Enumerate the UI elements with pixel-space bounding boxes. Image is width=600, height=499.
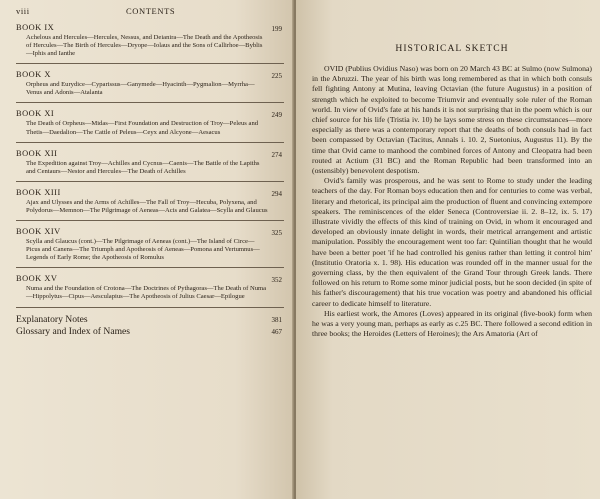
book-entry bbox=[16, 149, 284, 182]
book-summary: The Expedition against Troy—Achilles and Cycnus—Caenis—The Battle of the Lapiths and Centaurs—Nestor and Hercules—The Death of Achilles bbox=[26, 159, 260, 175]
body-paragraph: His earliest work, the Amores (Loves) appeared in its original (five-book) form when he was a very young man, perhaps as early as c.25 BC. There followed a second edition in three books; the Heroides (Letters of Heroines); the Ars Amatoria (Art of bbox=[312, 308, 592, 339]
page-number: 325 bbox=[271, 229, 282, 238]
book-title: BOOK XIII bbox=[16, 187, 61, 197]
divider bbox=[16, 220, 284, 221]
book-entry bbox=[16, 23, 284, 64]
page-folio: viii bbox=[16, 6, 30, 16]
page-number: 225 bbox=[271, 72, 282, 81]
divider bbox=[16, 181, 284, 182]
divider bbox=[16, 102, 284, 103]
page-number: 249 bbox=[271, 111, 282, 120]
book-summary: Scylla and Glaucus (cont.)—The Pilgrimage of Aeneas (cont.)—The Island of Circe—Picus and Canens—The Triumph and Apotheosis of Aeneas—Pomona and Vertumnus—Legends of Early Rome; the Apotheosis of Romulus bbox=[26, 238, 260, 262]
left-page bbox=[0, 0, 294, 499]
page-number: 381 bbox=[271, 315, 282, 324]
book-title: BOOK IX bbox=[16, 23, 55, 32]
book-entry bbox=[16, 274, 284, 307]
book-summary: Ajax and Ulysses and the Arms of Achilles—The Fall of Troy—Hecuba, Polyxena, and Polydorus—Memnon—The Pilgrimage of Aeneas—Acis and Galatea—Scylla and Glaucus bbox=[26, 198, 268, 214]
body-paragraph: Ovid's family was prosperous, and he was sent to Rome to study under the leading teachers of the day. For Roman boys education then and for centuries to come was verbal, literary and rhetorical, its principal aim the production of fluent and convincing extempore speakers. The reminiscences of the elder Seneca (Controversiae ii. 2. 8–12, ix. 5. 17) illustrate vividly the effects of this kind of training on Ovid, in whom it encouraged and developed an obviously innate delight in words, their metrical arrangement and artistic manipulation. Possibly the encouragement went too far: Quintilian thought that he would have been a better poet 'if he had controlled his genius rather than letting it control him' (Institutio Oratoria x. 1. 98). His education was rounded off in the manner usual for the governing class, by the then equivalent of the Grand Tour through Greek lands. There followed on his return to Rome some minor judicial posts, but he soon decided (in spite of his father's discouragement) that his true vocation was poetry and abandoned his official career to dedicate himself to literature. bbox=[312, 176, 592, 308]
book-entry bbox=[16, 70, 284, 103]
divider bbox=[16, 307, 284, 308]
body-paragraph: OVID (Publius Ovidius Naso) was born on 20 March 43 BC at Sulmo (now Sulmona) in the Abruzzi. The year of his birth was long remembered as that in which both consuls fell fighting Antony at Mutina, leaving Octavian (the future Augustus) in a position of strength which he exploited to become Triumvir and eventually sole ruler of the Roman world. In view of Ovid's fate at his hands it is not surprising that in the poem which is our chief source for his life (Tristia iv. 10) he lays some stress on these circumstances—more especially as there was a contemporary report that the deaths of both consuls had in fact been compassed by Octavian (Tacitus, Annals i. 10. 2, Suetonius, Augustus 11). By the time that Ovid came to manhood the combined forces of Antony and Cleopatra had been routed at Actium (31 BC) and the Roman Republic had been transformed into an (ostensibly) benevolent despotism. bbox=[312, 64, 592, 176]
page-number: 352 bbox=[271, 276, 282, 285]
running-head bbox=[16, 6, 284, 17]
book-entry bbox=[16, 227, 284, 268]
contents-heading: CONTENTS bbox=[126, 6, 176, 16]
divider bbox=[16, 63, 284, 64]
divider bbox=[16, 142, 284, 143]
book-title: BOOK XII bbox=[16, 148, 58, 158]
divider bbox=[16, 267, 284, 268]
right-page bbox=[296, 0, 600, 499]
back-matter-item bbox=[16, 326, 284, 338]
book-title: BOOK XV bbox=[16, 274, 58, 284]
page-number: 199 bbox=[271, 25, 282, 33]
back-matter-item bbox=[16, 314, 284, 326]
book-entry bbox=[16, 188, 284, 221]
back-matter-label: Explanatory Notes bbox=[16, 313, 88, 325]
section-heading: HISTORICAL SKETCH bbox=[395, 43, 509, 54]
book-summary: Numa and the Foundation of Crotona—The Doctrines of Pythagoras—The Death of Numa—Hippolytus—Cipus—Aesculapius—The Apotheosis of Julius Caesar—Epilogue bbox=[26, 285, 267, 301]
book-summary: Achelous and Hercules—Hercules, Nessus, and Deianira—The Death and the Apotheosis of Hercules—The Birth of Hercules—Dryope—Iolaus and the Sons of Callirhoe—Byblis—Iphis and Ianthe bbox=[26, 34, 263, 58]
back-matter bbox=[16, 314, 284, 338]
back-matter-label: Glossary and Index of Names bbox=[16, 325, 131, 337]
book-title: BOOK X bbox=[16, 70, 51, 80]
book-entry bbox=[16, 109, 284, 142]
page-number: 467 bbox=[271, 327, 282, 336]
book-title: BOOK XI bbox=[16, 109, 55, 119]
page-number: 294 bbox=[271, 189, 282, 198]
book-summary: The Death of Orpheus—Midas—First Foundation and Destruction of Troy—Peleus and Thetis—Daedalion—The Cattle of Peleus—Ceyx and Alcyone—Aesacus bbox=[26, 120, 259, 136]
book-title: BOOK XIV bbox=[16, 227, 61, 237]
book-summary: Orpheus and Eurydice—Cyparissus—Ganymede—Hyacinth—Pygmalion—Myrrha—Venus and Adonis—Atalanta bbox=[26, 81, 255, 97]
page-number: 274 bbox=[271, 150, 282, 159]
